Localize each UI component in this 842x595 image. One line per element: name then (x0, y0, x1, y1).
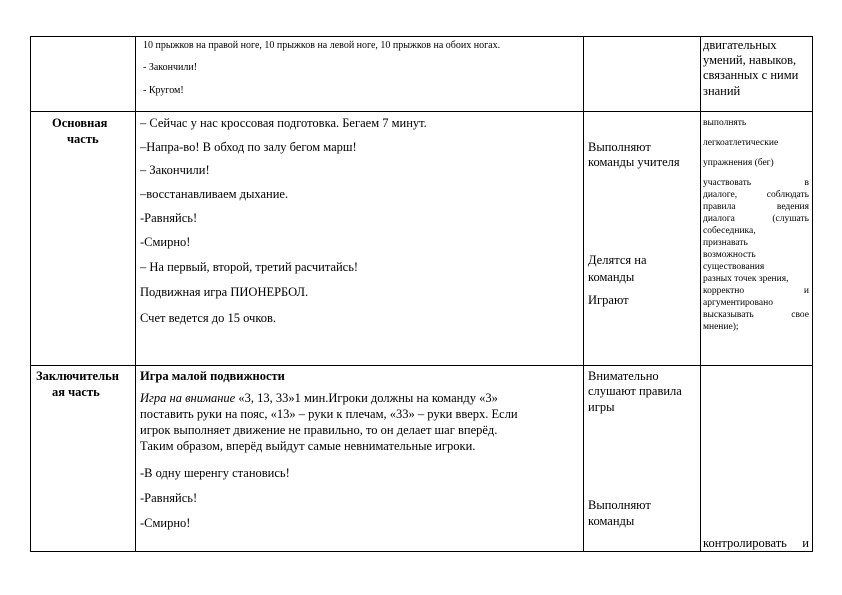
row2-uud-justified-line: диалога (слушать (703, 214, 809, 224)
column-divider-1 (135, 36, 136, 552)
row3-command-line: -Равняйсь! (140, 491, 198, 505)
row2-uud-justified-line: участвовать в (703, 178, 809, 188)
row2-content-line: Подвижная игра ПИОНЕРБОЛ. (140, 285, 309, 299)
row2-uud-line: выполнять (703, 118, 747, 128)
row2-content-line: –Напра-во! В обход по залу бегом марш! (140, 140, 357, 154)
row2-uud-line: собеседника, (703, 226, 756, 236)
row2-activity-line: Делятся на (588, 253, 647, 267)
row2-uud-line: возможность (703, 250, 756, 260)
row2-stage-name: часть (67, 132, 99, 146)
row2-uud-line: признавать (703, 238, 748, 248)
table-border-right (812, 36, 813, 552)
row2-activity-line: команды (588, 270, 635, 284)
row1-content-line: - Кругом! (143, 85, 184, 96)
row2-content-line: -Равняйсь! (140, 211, 198, 225)
row3-paragraph-line: игрок выполняет движение не правильно, то он делает шаг вперёд. (140, 423, 498, 437)
row2-uud-justified-line: правила ведения (703, 202, 809, 212)
row3-activity-line: Внимательно (588, 369, 659, 383)
row2-activity-line: Выполняют (588, 140, 651, 154)
row-divider-2 (30, 365, 813, 366)
row3-paragraph-line: Игра на внимание «3, 13, 33»1 мин.Игроки должны на команду «3» (140, 391, 498, 405)
table-border-left (30, 36, 31, 552)
row1-uud-line: связанных с ними (703, 68, 799, 82)
row2-uud-line: мнение); (703, 322, 739, 332)
row3-stage-name: ая часть (52, 385, 100, 399)
row2-uud-justified-line: диалоге, соблюдать (703, 190, 809, 200)
row2-content-line: -Смирно! (140, 235, 191, 249)
row3-activity-line: команды (588, 514, 635, 528)
row3-stage-name: Заключительн (36, 369, 119, 383)
row1-uud-line: знаний (703, 84, 741, 98)
row2-content-line: – Сейчас у нас кроссовая подготовка. Бегаем 7 минут. (140, 116, 427, 130)
row2-uud-justified-line: корректно и (703, 286, 809, 296)
row2-activity-line: команды учителя (588, 155, 680, 169)
row1-uud-line: умений, навыков, (703, 53, 797, 67)
table-border-top (30, 36, 813, 37)
row2-activity-line: Играют (588, 293, 629, 307)
column-divider-3 (700, 36, 701, 552)
row1-content-line: - Закончили! (143, 62, 198, 73)
row3-paragraph-line: поставить руки на пояс, «13» – руки к плечам, «33» – руки вверх. Если (140, 407, 518, 421)
row3-uud-justified-line: контролировать и (703, 536, 809, 550)
row2-stage-name: Основная (52, 116, 108, 130)
row2-content-line: – Закончили! (140, 163, 210, 177)
row3-command-line: -Смирно! (140, 516, 191, 530)
row1-uud-line: двигательных (703, 38, 777, 52)
row3-paragraph-line: Таким образом, вперёд выйдут самые невнимательные игроки. (140, 439, 476, 453)
row3-heading: Игра малой подвижности (140, 369, 285, 383)
row2-content-line: – На первый, второй, третий расчитайсь! (140, 260, 359, 274)
row2-content-line: Счет ведется до 15 очков. (140, 311, 277, 325)
row3-activity-line: Выполняют (588, 498, 651, 512)
row-divider-1 (30, 111, 813, 112)
row2-uud-line: упражнения (бег) (703, 158, 774, 168)
row2-uud-line: существования (703, 262, 765, 272)
row3-activity-line: игры (588, 400, 615, 414)
table-border-bottom (30, 551, 813, 552)
row2-uud-line: аргументировано (703, 298, 773, 308)
row2-uud-line: разных точек зрения, (703, 274, 789, 284)
row2-content-line: –восстанавливаем дыхание. (140, 187, 289, 201)
row2-uud-line: легкоатлетические (703, 138, 779, 148)
row1-content-line: 10 прыжков на правой ноге, 10 прыжков на левой ноге, 10 прыжков на обоих ногах. (143, 40, 501, 51)
row3-activity-line: слушают правила (588, 384, 682, 398)
row2-uud-justified-line: высказывать свое (703, 310, 809, 320)
row3-command-line: -В одну шеренгу становись! (140, 466, 290, 480)
column-divider-2 (583, 36, 584, 552)
